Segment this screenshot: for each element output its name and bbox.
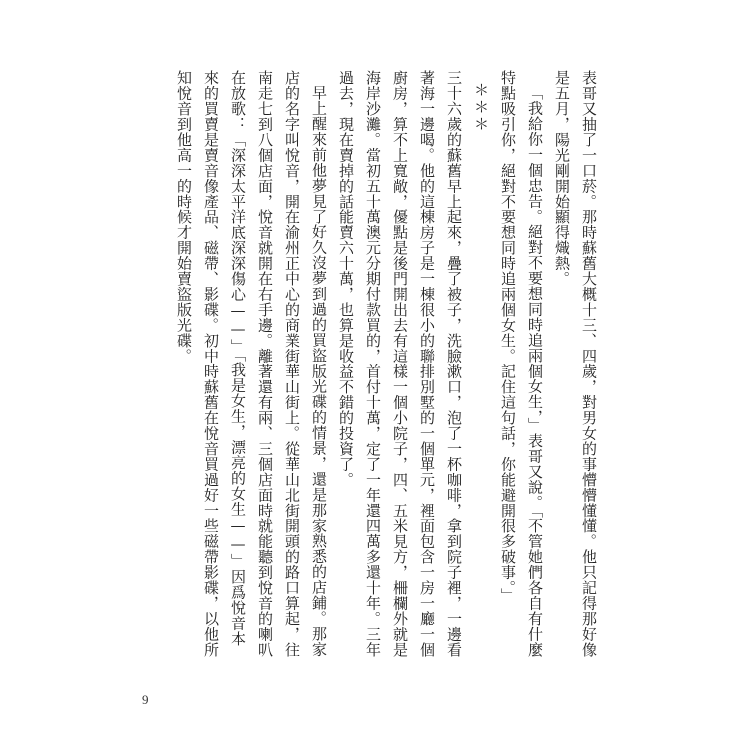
page-number: 9 — [142, 692, 149, 707]
vertical-text-body — [142, 70, 602, 660]
section-divider: ＊＊＊ — [472, 82, 490, 133]
paragraph-2: 「我給你一個忠告。絕對不要想同時追兩個女生，」表哥又說。「不管她們各自有什麼特點吸引你，絕對不要想同時追兩個女生。記住這句話，你能避開很多破事。」 — [499, 70, 544, 658]
paragraph-1: 表哥又抽了一口菸。那時蘇舊大概十三、四歲，對男女的事懵懵懂懂。他只記得那好像是五月，陽光剛開始顯得熾熱。 — [553, 70, 598, 658]
paragraph-4: 早上醒來前他夢見了好久沒夢到過的買盜版光碟的情景，還是那家熟悉的店鋪。那家店的名字叫悅音，開在渝州正中心的商業街華山街上。從華山北街開頭的路口算起，往南走七到八個店面，悅音就開在右手邊。離著還有兩、三個店面時就能聽到悅音的喇叭在放歌：「深深太平洋底深深傷心——」「我是女生，漂亮的女生——」因爲悅音本來的買賣是賣音像產品、磁帶、影碟。初中時蘇舊在悅音買過好一些磁帶影碟，以他所知悅音到他高一的時候才開始賣盜版光碟。 — [175, 70, 328, 658]
paragraph-3: 三十六歲的蘇舊早上起來，疊了被子，洗臉漱口，泡了一杯咖啡，拿到院子裡，一邊看著海一邊喝。他的這棟房子是一棟很小的聯排別墅的一個單元，裡面包含一房一廳一個廚房，算不上寬敞，優點是後門開出去有這樣一個小院子，四、五米見方，柵欄外就是海岸沙灘。當初五十萬澳元分期付款買的，首付十萬，定了一年還四萬多還十年。三年過去，現在賣掉的話能賣六十萬，也算是收益不錯的投資了。 — [337, 70, 463, 658]
